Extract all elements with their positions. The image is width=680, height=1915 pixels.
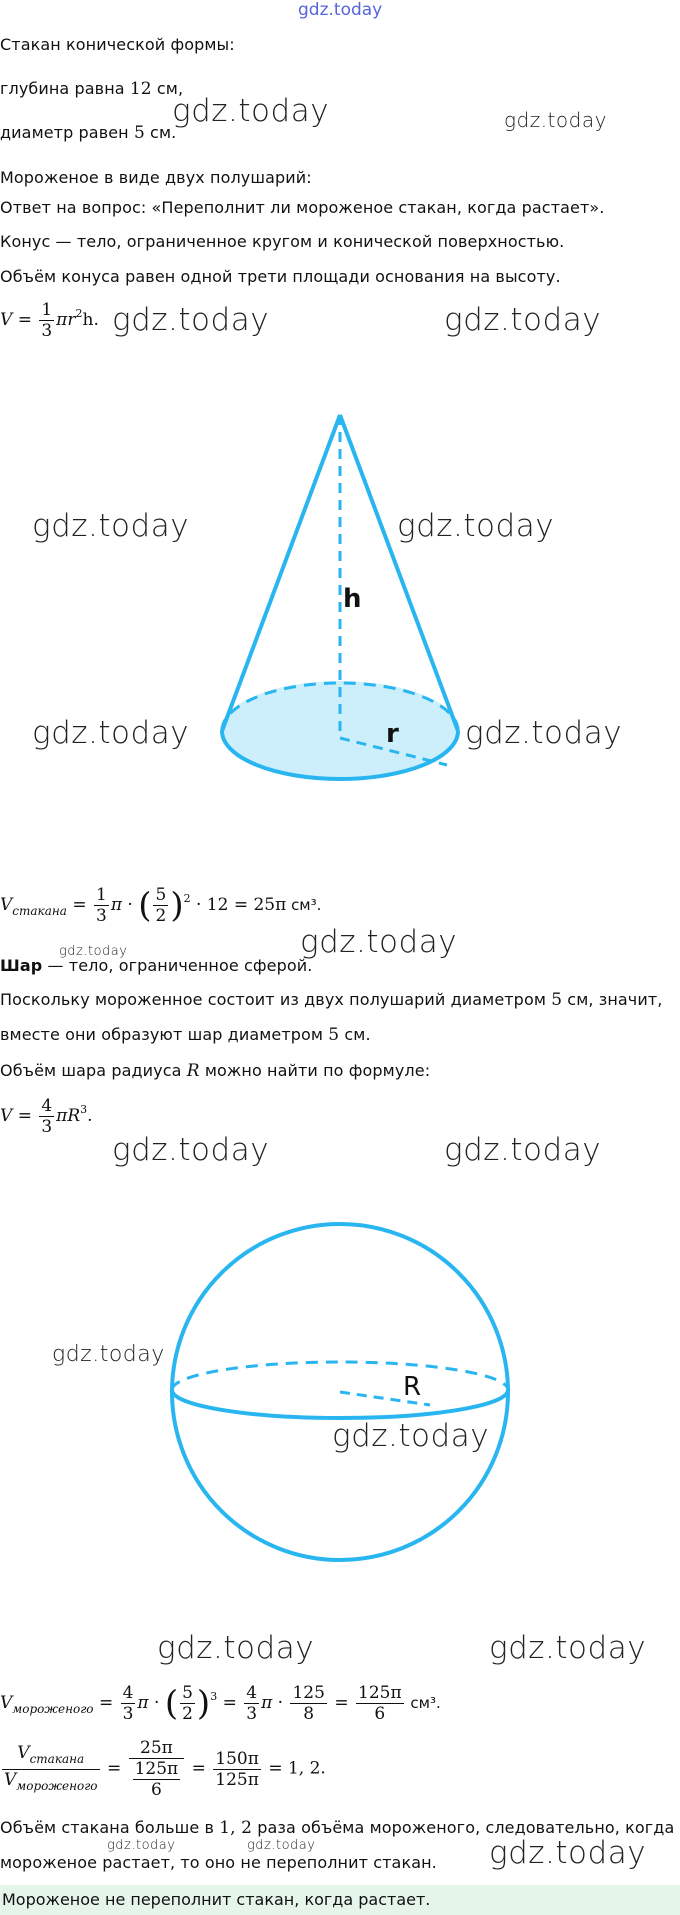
formula-eq: = [17, 310, 32, 330]
frac-num: 25π [129, 1738, 185, 1759]
text-part: см. [339, 1025, 371, 1044]
paren-close: ) [196, 1683, 211, 1724]
text-line-sphere-def [0, 956, 312, 975]
sphere-label-R: R [403, 1372, 422, 1402]
frac-den: 3 [246, 1704, 258, 1724]
watermark: gdz.today [32, 508, 190, 544]
text-line-conclusion-2: мороженое растает, то оно не переполнит стакан. [0, 1853, 437, 1872]
cone-label-h: h [343, 584, 362, 614]
text-part: диаметр равен [0, 123, 134, 142]
value-diameter: 5 [328, 1025, 340, 1045]
formula-exp: 2 [75, 307, 83, 320]
frac-num: 1 [41, 300, 53, 320]
frac-den: 8 [303, 1704, 315, 1724]
value-ratio: 1, 2 [219, 1818, 253, 1838]
formula-sub-glass: стакана [12, 904, 67, 918]
formula-eq: = [98, 1693, 114, 1713]
text-part: Объём шара радиуса [0, 1061, 187, 1080]
frac-num: 150π [215, 1748, 259, 1769]
formula-dot: · [154, 1693, 160, 1713]
formula-pi: π [56, 1106, 68, 1126]
cone-label-r: r [386, 719, 399, 749]
text-line-cone-def: Конус — тело, ограниченное кругом и конической поверхностью. [0, 232, 565, 251]
watermark: gdz.today [59, 944, 128, 959]
sphere-equator-front [172, 1390, 508, 1418]
formula-pi: π [261, 1693, 273, 1713]
text-part: Объём стакана больше в [0, 1818, 220, 1837]
formula-eq: = [191, 1758, 206, 1779]
frac-den: 125π [215, 1769, 259, 1790]
formula-var: V [0, 1106, 13, 1126]
answer-bar: Мороженое не переполнит стакан, когда растает. [0, 1885, 680, 1915]
formula-r: r [67, 310, 76, 330]
formula-result: = 1, 2. [268, 1758, 326, 1779]
watermark: gdz.today [112, 302, 270, 338]
text-line-ball [0, 1025, 371, 1045]
text-part: Поскольку мороженное состоит из двух полушарий диаметром [0, 990, 552, 1009]
watermark: gdz.today [444, 302, 602, 338]
formula-dot: · [195, 895, 202, 915]
sphere-figure [165, 1220, 515, 1570]
cone-figure [200, 405, 480, 805]
formula-fraction [2, 1743, 100, 1796]
text-line-glass-shape: Стакан конической формы: [0, 35, 235, 54]
formula-dot: · [127, 895, 133, 915]
sphere-equator-back [172, 1362, 508, 1390]
frac-num: 4 [41, 1096, 53, 1116]
value-depth: 12 [129, 79, 152, 99]
formula-var: V [0, 1693, 13, 1713]
watermark: gdz.today [172, 93, 330, 129]
text-part: можно найти по формуле: [199, 1061, 431, 1080]
watermark: gdz.today [247, 1838, 316, 1853]
formula-fraction [39, 300, 54, 341]
formula-pi: π [110, 895, 122, 915]
paren-close: ) [170, 885, 184, 926]
watermark: gdz.today [489, 1835, 647, 1871]
watermark: gdz.today [465, 715, 623, 751]
formula-exp: 2 [183, 892, 191, 905]
formula-fraction [356, 1683, 404, 1724]
formula-cone-volume [0, 300, 99, 341]
formula-period: . [87, 1106, 93, 1126]
frac-num: 4 [246, 1683, 258, 1703]
frac-den [129, 1759, 185, 1800]
frac-den [2, 1770, 100, 1796]
formula-ratio [0, 1738, 326, 1800]
paren-open: ( [138, 885, 152, 926]
value-R: R [186, 1061, 200, 1081]
formula-fraction [94, 885, 109, 926]
formula-fraction [290, 1683, 326, 1724]
formula-fraction [121, 1683, 136, 1724]
formula-fraction [244, 1683, 259, 1724]
formula-pi: π [56, 310, 68, 330]
formula-eq: = [106, 1758, 122, 1779]
formula-sub-ice: мороженого [16, 1778, 98, 1793]
frac-num: 4 [122, 1683, 134, 1703]
frac-den: 6 [150, 1780, 162, 1800]
formula-unit: см³. [405, 1694, 441, 1712]
watermark: gdz.today [332, 1418, 490, 1454]
formula-result: = 25π [233, 895, 287, 915]
formula-fraction [39, 1096, 54, 1137]
watermark: gdz.today [112, 1132, 270, 1168]
formula-eq: = [17, 1106, 32, 1126]
formula-sub-glass: стакана [29, 1751, 85, 1766]
text-part: вместе они образуют шар диаметром [0, 1025, 329, 1044]
formula-pi: π [137, 1693, 149, 1713]
formula-sphere-volume [0, 1096, 93, 1137]
formula-fraction [153, 885, 168, 926]
text-part: глубина равна [0, 79, 130, 98]
text-line-icecream: Мороженое в виде двух полушарий: [0, 168, 312, 187]
text-line-sphere-formula-intro [0, 1061, 430, 1081]
text-part: — тело, ограниченное сферой. [42, 956, 313, 975]
formula-var: V [17, 1742, 30, 1763]
formula-eq: = [334, 1693, 349, 1713]
formula-sub-ice: мороженого [12, 1702, 94, 1716]
frac-den: 3 [95, 906, 107, 926]
text-part: см. [144, 123, 177, 142]
frac-den: 3 [41, 1117, 53, 1137]
frac-den: 3 [41, 321, 53, 341]
formula-eq: = [72, 895, 87, 915]
watermark: gdz.today [107, 1838, 176, 1853]
formula-twelve: 12 [206, 895, 229, 915]
text-part: см, [151, 79, 184, 98]
term-sphere: Шар [0, 956, 43, 975]
formula-glass-volume [0, 885, 321, 926]
formula-h: h. [82, 310, 99, 330]
watermark: gdz.today [32, 715, 190, 751]
watermark: gdz.today [157, 1630, 315, 1666]
formula-unit: см³. [286, 896, 322, 914]
frac-den: 6 [374, 1704, 386, 1724]
paren-open: ( [164, 1683, 179, 1724]
frac-den: 2 [182, 1704, 193, 1724]
frac-num: 125 [292, 1683, 325, 1703]
value-diameter: 5 [133, 123, 145, 143]
formula-fraction [133, 1759, 181, 1800]
formula-fraction [129, 1738, 185, 1800]
header-watermark: gdz.today [298, 0, 383, 20]
text-part: раза объёма мороженого, следовательно, когда [252, 1818, 675, 1837]
watermark: gdz.today [300, 924, 458, 960]
watermark: gdz.today [504, 108, 607, 132]
frac-num: 125π [134, 1759, 179, 1779]
formula-R: R [67, 1106, 81, 1126]
formula-icecream-volume [0, 1683, 441, 1724]
formula-exp: 3 [210, 1690, 218, 1703]
text-line-hemispheres [0, 990, 662, 1010]
text-part: см, значит, [562, 990, 663, 1009]
frac-num: 5 [182, 1683, 193, 1703]
watermark: gdz.today [52, 1342, 165, 1367]
value-diameter: 5 [551, 990, 563, 1010]
frac-den: 2 [155, 906, 167, 926]
formula-exp: 3 [80, 1103, 88, 1116]
text-line-question: Ответ на вопрос: «Переполнит ли мороженое стакан, когда растает». [0, 198, 605, 217]
frac-num [2, 1743, 100, 1770]
formula-eq: = [222, 1693, 237, 1713]
watermark: gdz.today [444, 1132, 602, 1168]
formula-var: V [0, 895, 13, 915]
frac-num: 5 [155, 885, 167, 905]
watermark: gdz.today [397, 508, 555, 544]
frac-num: 1 [95, 885, 107, 905]
text-line-diameter [0, 123, 176, 143]
frac-den: 3 [122, 1704, 134, 1724]
frac-num: 125π [358, 1683, 402, 1703]
formula-var: V [4, 1769, 17, 1790]
formula-var: V [0, 310, 13, 330]
text-line-cone-volume: Объём конуса равен одной трети площади основания на высоту. [0, 267, 561, 286]
formula-dot: · [277, 1693, 284, 1713]
formula-fraction [180, 1683, 195, 1724]
watermark: gdz.today [489, 1630, 647, 1666]
formula-fraction [213, 1749, 261, 1790]
text-line-depth [0, 79, 183, 99]
